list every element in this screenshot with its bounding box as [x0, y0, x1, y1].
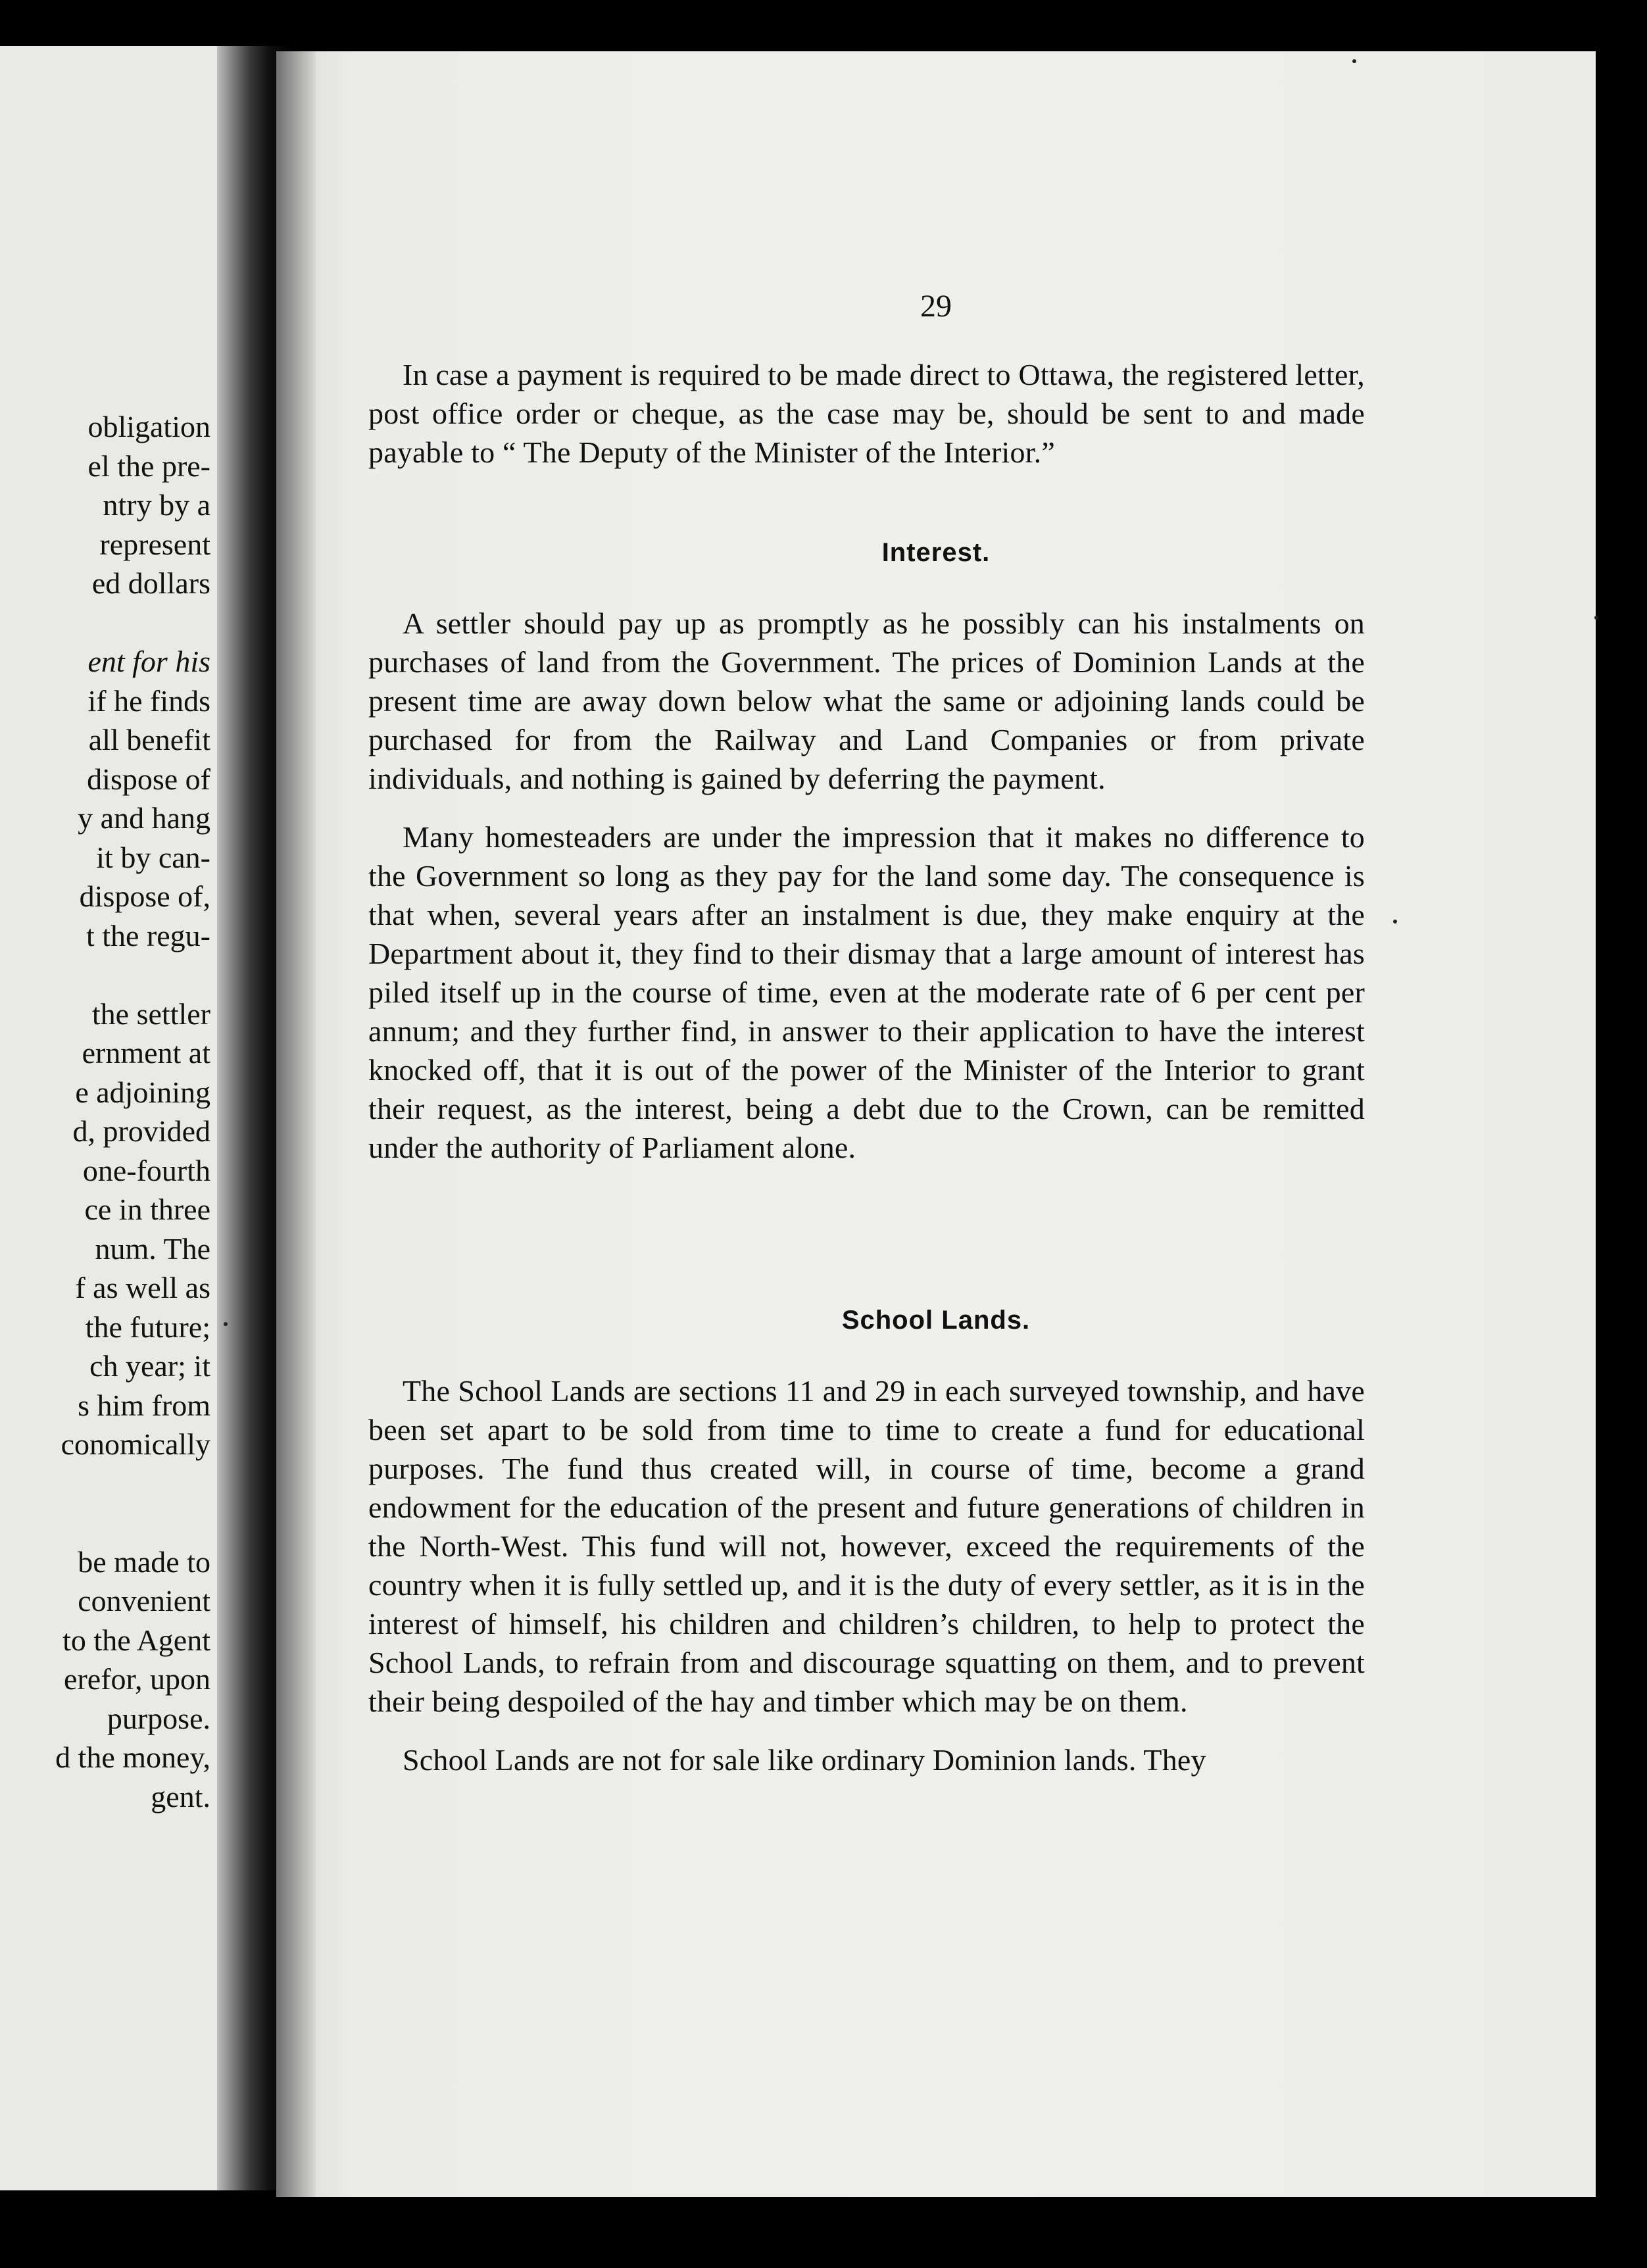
facing-page-line: it by can- [96, 840, 210, 874]
facing-page-line: all benefit [88, 723, 210, 756]
facing-page-line: conomically [61, 1427, 210, 1461]
facing-page-line: s him from [78, 1388, 210, 1422]
facing-page-left [0, 46, 237, 2190]
heading-interest: Interest. [881, 538, 991, 567]
facing-page-line: y and hang [78, 801, 210, 835]
intro-block [368, 355, 1365, 472]
facing-page-line: ent for his [87, 645, 210, 678]
facing-page-line: if he finds [87, 683, 210, 718]
facing-page-line: e adjoining [75, 1075, 210, 1109]
school-lands-paragraph-1: The School Lands are sections 11 and 29 in each surveyed township, and have been set apart to be sold from time to time to create a fund for educational purposes. The fund thus created will, in course of time, become a grand endowment for the education of the present and future generations of children in the North-West. This fund will not, however, exceed the requirements of the country when it is fully settled up, and it is the duty of every settler, as it is in the interest of himself, his children and children’s children, to help to protect the School Lands, to refrain from and discourage squatting on them, and to prevent their being despoiled of the hay and timber which may be on them. [368, 1374, 1365, 1718]
facing-page-line: ernment at [82, 1036, 210, 1070]
page-edge-shadow [276, 51, 316, 2197]
print-speck [1594, 616, 1598, 620]
interest-section [368, 604, 1365, 1167]
facing-page-line: d the money, [55, 1740, 210, 1774]
facing-page-line: purpose. [107, 1701, 210, 1735]
interest-paragraph-1: A settler should pay up as promptly as he possibly can his instalments on purchases of land from the Government. The prices of Dominion Lands at the present time are away down below what the same or adjoining lands could be purchased for from the Railway and Land Companies or from private individuals, and nothing is gained by deferring the payment. [368, 606, 1365, 795]
school-lands-section [368, 1371, 1365, 1779]
facing-page-line: f as well as [75, 1271, 210, 1304]
facing-page-line: ed dollars [91, 566, 210, 600]
facing-page-line: num. The [95, 1231, 210, 1266]
facing-page-line: ch year; it [89, 1349, 210, 1383]
facing-page-line: be made to [78, 1544, 210, 1579]
facing-page-line: one-fourth [82, 1153, 210, 1187]
interest-paragraph-2: Many homesteaders are under the impression that it makes no difference to the Government so long as they pay for the land some day. The consequence is that when, several years after an instalment is due, they make enquiry at the Department about it, they find to their dismay that a large amount of interest has piled itself up in the course of time, even at the moderate rate of 6 per cent per annum; and they further find, in answer to their application to have the interest knocked off, that it is out of the power of the Minister of the Interior to grant their request, as the interest, being a debt due to the Crown, can be remitted under the authority of Parliament alone. [368, 820, 1365, 1164]
intro-paragraph: In case a payment is required to be made direct to Ottawa, the registered letter, post office order or cheque, as the case may be, should be sent to and made payable to “ The Deputy of the Minister of the Interior.” [368, 358, 1365, 469]
facing-page-line: to the Agent [62, 1623, 210, 1657]
school-lands-paragraph-2: School Lands are not for sale like ordinary Dominion lands. They [403, 1743, 1206, 1777]
facing-page-line: obligation [87, 410, 210, 443]
print-speck [224, 1322, 228, 1326]
facing-page-line: the future; [85, 1310, 210, 1344]
facing-page-line: el the pre- [87, 449, 210, 483]
facing-page-line: d, provided [72, 1114, 210, 1148]
facing-page-line: convenient [78, 1584, 210, 1617]
facing-page-line: t the regu- [86, 918, 210, 952]
facing-page-line: dispose of, [79, 879, 210, 913]
facing-page-line: ntry by a [103, 488, 210, 522]
facing-page-line: erefor, upon [64, 1662, 210, 1696]
facing-page-line: gent. [151, 1779, 210, 1813]
facing-page-line: ce in three [84, 1193, 210, 1226]
print-speck [1352, 59, 1356, 63]
facing-page-line: the settler [91, 997, 210, 1031]
page-number: 29 [920, 289, 952, 324]
heading-school-lands: School Lands. [841, 1306, 1031, 1335]
print-speck [1393, 920, 1397, 924]
facing-page-line: dispose of [87, 762, 210, 796]
facing-page-line: represent [99, 527, 210, 561]
